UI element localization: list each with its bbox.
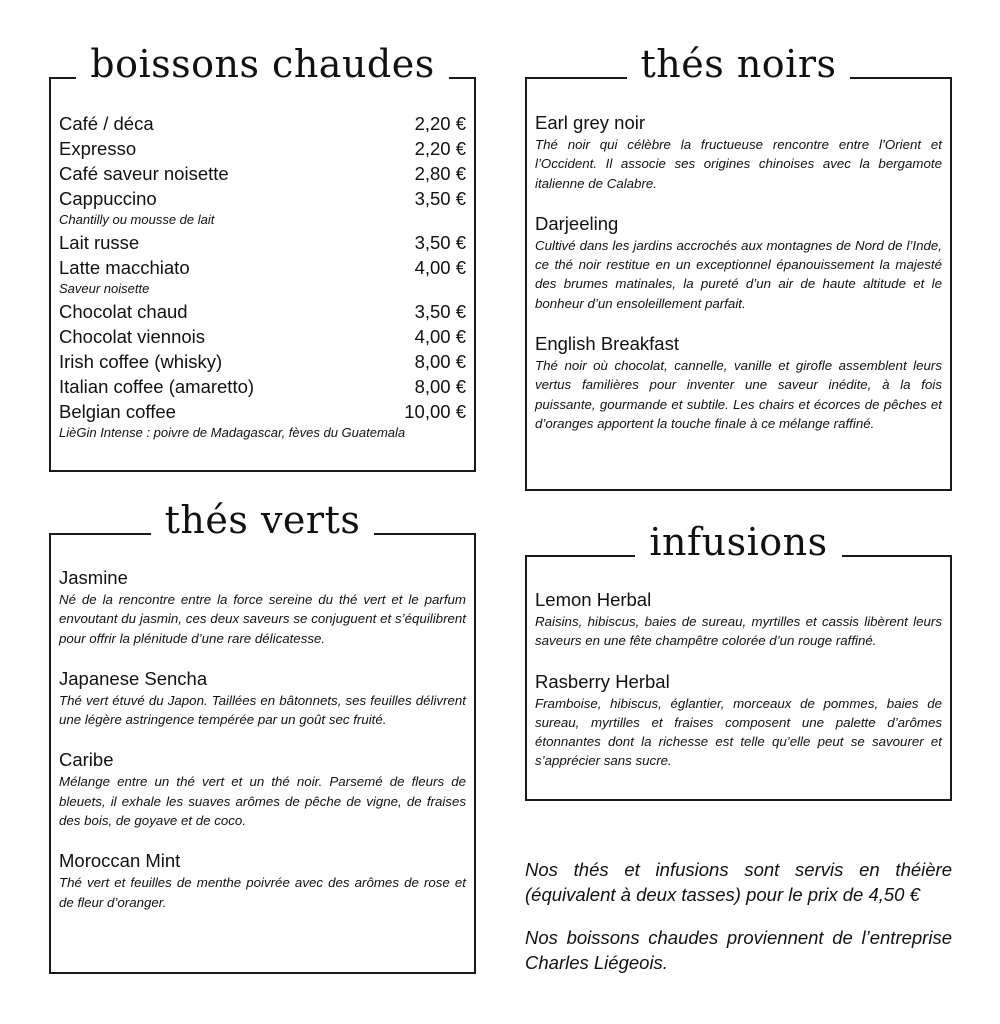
menu-item bbox=[59, 299, 466, 324]
item-name: Café / déca bbox=[59, 113, 154, 134]
item-price: 8,00 € bbox=[414, 376, 466, 397]
price-list bbox=[59, 111, 466, 443]
item-name: Café saveur noisette bbox=[59, 163, 229, 184]
item-description: Mélange entre un thé vert et un thé noir. Parsemé de fleurs de bleuets, il exhale les suaves arômes de pêche de vigne, de fraises des bois, de goyave et de coco. bbox=[59, 774, 466, 829]
footer-notes bbox=[525, 857, 952, 993]
tea-price-note: Nos thés et infusions sont servis en théière (équivalent à deux tasses) pour le prix de 4,50 € bbox=[525, 859, 952, 905]
item-note: Saveur noisette bbox=[59, 281, 150, 296]
menu-item bbox=[59, 349, 466, 374]
item-name: Caribe bbox=[59, 749, 114, 771]
section-thes-noirs bbox=[525, 42, 952, 491]
section-thes-verts bbox=[49, 498, 476, 974]
menu-item bbox=[535, 670, 942, 771]
menu-item bbox=[535, 332, 942, 433]
item-description: Thé noir où chocolat, cannelle, vanille et girofle assemblent leurs vertus familières pour inventer une saveur inédite, à la fois puissante, gourmande et subtile. Les chairs et écorces de pêches et d’oranges apportent la touche finale à ce mélange raffiné. bbox=[535, 358, 942, 431]
section-title: infusions bbox=[635, 523, 841, 561]
item-description: Thé vert et feuilles de menthe poivrée avec des arômes de rose et de fleur d’oranger. bbox=[59, 875, 466, 910]
item-description: Thé noir qui célèbre la fructueuse rencontre entre l’Orient et l’Occident. Il associe ses origines chinoises avec la bergamote italienne de Calabre. bbox=[535, 137, 942, 191]
menu-item bbox=[59, 136, 466, 161]
item-description: Raisins, hibiscus, baies de sureau, myrtilles et cassis libèrent leurs saveurs en une fête champêtre colorée d’un rouge raffiné. bbox=[535, 614, 942, 649]
item-name: Chocolat chaud bbox=[59, 301, 188, 322]
item-name: Darjeeling bbox=[535, 212, 619, 234]
menu-item bbox=[59, 566, 466, 648]
section-boissons-chaudes bbox=[49, 42, 476, 472]
item-description: Framboise, hibiscus, églantier, morceaux de pommes, baies de sureau, myrtilles et fraises composent une palette d’arômes étonnantes dont la richesse est telle qu’elle peut se savourer et s’apprécier sans sucre. bbox=[535, 695, 942, 769]
menu-item bbox=[59, 161, 466, 186]
item-name: Jasmine bbox=[59, 567, 128, 588]
section-title: thés verts bbox=[151, 501, 375, 539]
section-infusions bbox=[525, 520, 952, 801]
menu-item bbox=[59, 186, 466, 211]
item-name: Lemon Herbal bbox=[535, 589, 652, 610]
item-price: 10,00 € bbox=[404, 401, 466, 422]
item-name: Irish coffee (whisky) bbox=[59, 351, 223, 372]
item-name: Rasberry Herbal bbox=[535, 670, 670, 692]
item-name: Latte macchiato bbox=[59, 257, 190, 278]
item-name: Japanese Sencha bbox=[59, 667, 208, 689]
menu-item bbox=[59, 255, 466, 280]
item-note: LièGin Intense : poivre de Madagascar, fèves du Guatemala bbox=[59, 425, 406, 440]
item-price: 3,50 € bbox=[414, 188, 466, 209]
item-price: 8,00 € bbox=[414, 351, 466, 372]
menu-item bbox=[59, 849, 466, 912]
item-description: Cultivé dans les jardins accrochés aux montagnes de Nord de l’Inde, ce thé noir restitue en un exceptionnel épanouissement la majesté des brumes matinales, la pureté d’un air de haute altitude et le bonheur d’un ensoleillement parfait. bbox=[535, 237, 942, 311]
item-price: 3,50 € bbox=[414, 232, 466, 253]
tea-list bbox=[59, 566, 466, 931]
section-title: thés noirs bbox=[627, 45, 851, 83]
item-name: Lait russe bbox=[59, 232, 140, 253]
item-name: English Breakfast bbox=[535, 333, 679, 355]
item-note: Chantilly ou mousse de lait bbox=[59, 212, 215, 227]
menu-item bbox=[59, 230, 466, 255]
menu-item bbox=[59, 374, 466, 399]
menu-item bbox=[59, 667, 466, 730]
item-name: Moroccan Mint bbox=[59, 850, 181, 872]
item-name: Italian coffee (amaretto) bbox=[59, 376, 255, 397]
item-price: 4,00 € bbox=[414, 257, 466, 278]
menu-item bbox=[535, 111, 942, 193]
item-description: Thé vert étuvé du Japon. Taillées en bâtonnets, ses feuilles délivrent une légère astringence tempérée par un goût sec fruité. bbox=[59, 692, 466, 728]
item-name: Chocolat viennois bbox=[59, 326, 206, 347]
supplier-note: Nos boissons chaudes proviennent de l’entreprise Charles Liégeois. bbox=[525, 927, 952, 973]
item-price: 2,20 € bbox=[414, 138, 466, 159]
menu-item bbox=[59, 748, 466, 830]
item-price: 2,20 € bbox=[414, 113, 466, 134]
menu-item bbox=[59, 324, 466, 349]
item-price: 2,80 € bbox=[414, 163, 466, 184]
item-name: Cappuccino bbox=[59, 188, 157, 209]
item-description: Né de la rencontre entre la force sereine du thé vert et le parfum envoutant du jasmin, ces deux saveurs se conjuguent et s’équilibrent pour offrir la plénitude d’une rare délicatesse. bbox=[59, 592, 466, 646]
tea-list bbox=[535, 588, 942, 790]
menu-item bbox=[59, 111, 466, 136]
item-price: 3,50 € bbox=[414, 301, 466, 322]
menu-item bbox=[535, 212, 942, 313]
item-name: Earl grey noir bbox=[535, 112, 646, 133]
section-title: boissons chaudes bbox=[76, 45, 449, 83]
item-name: Belgian coffee bbox=[59, 401, 176, 422]
item-name: Expresso bbox=[59, 138, 137, 159]
item-price: 4,00 € bbox=[414, 326, 466, 347]
menu-item bbox=[59, 399, 466, 424]
tea-list bbox=[535, 111, 942, 452]
menu-item bbox=[535, 588, 942, 651]
